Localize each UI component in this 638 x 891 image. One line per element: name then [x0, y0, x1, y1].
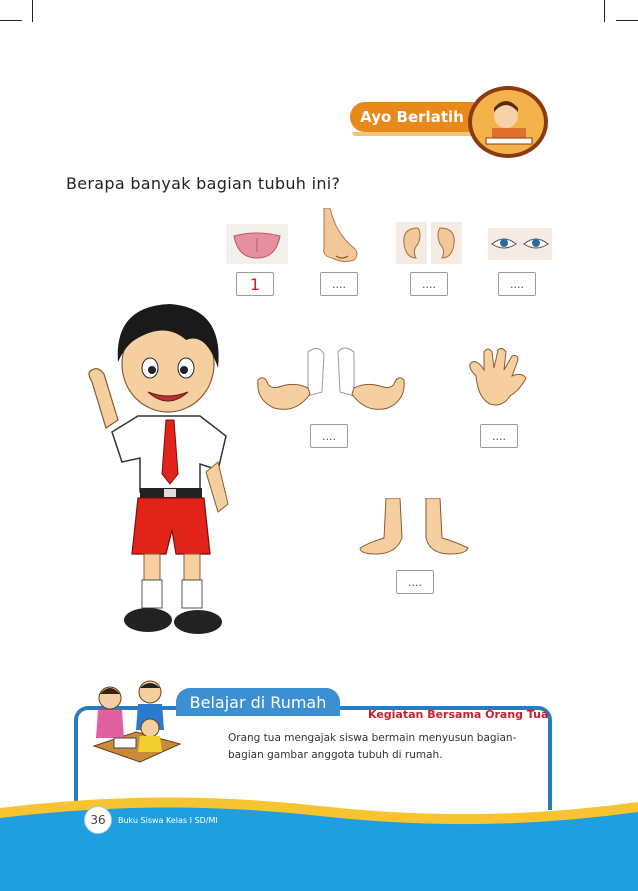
crop-mark	[604, 0, 605, 22]
badge-stripe	[352, 132, 474, 136]
ayo-berlatih-badge: Ayo Berlatih	[350, 102, 474, 132]
tongue-icon	[226, 224, 288, 264]
home-section-text: Orang tua mengajak siswa bermain menyusun bagian-bagian gambar anggota tubuh di rumah.	[228, 732, 517, 761]
answer-box-arms[interactable]: ....	[310, 424, 348, 448]
footer-wave	[0, 788, 638, 891]
answer-box-hand[interactable]: ....	[480, 424, 518, 448]
eyes-icon	[488, 228, 552, 260]
nose-icon	[318, 208, 362, 266]
page-number: 36	[84, 806, 112, 834]
answer-box-feet[interactable]: ....	[396, 570, 434, 594]
hand-icon	[462, 346, 532, 414]
crop-mark	[32, 0, 33, 22]
feet-icon	[356, 498, 474, 560]
book-label: Buku Siswa Kelas I SD/MI	[118, 816, 218, 825]
ears-icon	[396, 222, 462, 264]
family-studying-icon	[88, 676, 184, 772]
answer-box-nose[interactable]: ....	[320, 272, 358, 296]
arms-icon	[246, 344, 416, 420]
home-section-subtitle: Kegiatan Bersama Orang Tua	[368, 708, 549, 721]
home-section-title: Belajar di Rumah	[176, 688, 340, 716]
answer-box-eyes[interactable]: ....	[498, 272, 536, 296]
answer-box-ears[interactable]: ....	[410, 272, 448, 296]
studying-child-icon	[468, 86, 548, 158]
answer-box-tongue[interactable]: 1	[236, 272, 274, 296]
crop-mark	[616, 20, 638, 21]
crop-mark	[0, 20, 22, 21]
boy-illustration	[78, 292, 268, 642]
question-text: Berapa banyak bagian tubuh ini?	[66, 174, 341, 193]
